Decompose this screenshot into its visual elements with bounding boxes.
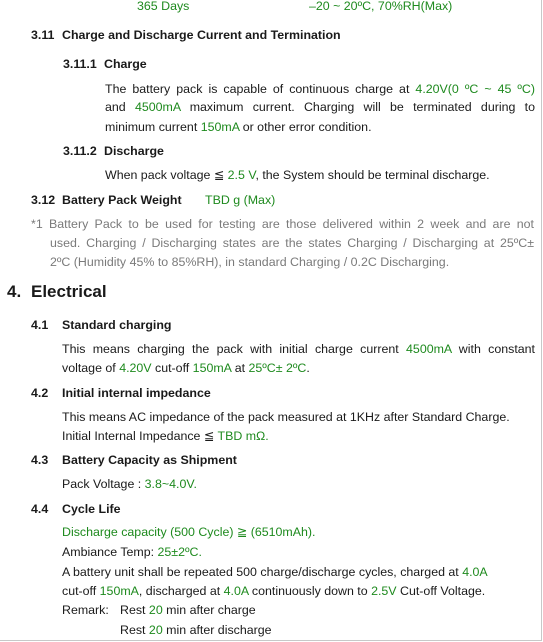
- remark-line-2: Rest 20 min after discharge: [120, 623, 272, 637]
- section-3-11-2-heading: 3.11.2 Discharge: [63, 144, 164, 158]
- ambiance-temp-line: Ambiance Temp: 25±2ºC.: [62, 545, 202, 559]
- cycle-life-line-2: cut-off 150mA, discharged at 4.0A continuously down to 2.5V Cut-off Voltage.: [62, 584, 486, 598]
- discharge-paragraph: When pack voltage ≦ 2.5 V, the System should be terminal discharge.: [105, 168, 490, 182]
- section-4-1-heading: 4.1 Standard charging: [31, 318, 172, 332]
- footnote-line-2: used. Charging / Discharging states are the states Charging / Discharging at 25ºC±: [50, 236, 534, 250]
- cycle-life-line-1: A battery unit shall be repeated 500 charge/discharge cycles, charged at 4.0A: [62, 565, 488, 579]
- section-3-11-1-heading: 3.11.1 Charge: [63, 57, 147, 71]
- section-3-12-heading: 3.12 Battery Pack Weight TBD g (Max): [31, 193, 276, 207]
- standard-charging-line-1: This means charging the pack with initial charge current 4500mA with constant: [62, 342, 535, 356]
- impedance-line-2: Initial Internal Impedance ≦ TBD mΩ.: [62, 429, 269, 443]
- section-4-2-heading: 4.2 Initial internal impedance: [31, 386, 211, 400]
- charge-paragraph-line-2: and 4500mA maximum current. Charging will be terminated during to: [105, 100, 535, 114]
- chapter-4-heading: 4. Electrical: [7, 282, 107, 301]
- storage-condition: –20 ~ 20ºC, 70%RH(Max): [309, 0, 453, 13]
- pack-voltage-line: Pack Voltage : 3.8~4.0V.: [62, 477, 197, 491]
- storage-duration: 365 Days: [137, 0, 190, 13]
- section-4-4-heading: 4.4 Cycle Life: [31, 502, 121, 516]
- section-4-3-heading: 4.3 Battery Capacity as Shipment: [31, 453, 237, 467]
- footnote-line-3: 2ºC (Humidity 45% to 85%RH), in standard Charging / 0.2C Discharging.: [50, 255, 450, 269]
- impedance-line-1: This means AC impedance of the pack measured at 1KHz after Standard Charge.: [62, 410, 510, 424]
- section-3-11-heading: 3.11 Charge and Discharge Current and Termination: [31, 28, 341, 42]
- charge-paragraph-line-1: The battery pack is capable of continuous charge at 4.20V(0 ºC ~ 45 ºC): [105, 82, 535, 96]
- discharge-capacity-line: Discharge capacity (500 Cycle) ≧ (6510mAh).: [62, 525, 316, 539]
- remark-line-1: Remark: Rest 20 min after charge: [62, 603, 256, 617]
- charge-paragraph-line-3: minimum current 150mA or other error condition.: [105, 120, 372, 134]
- footnote-line-1: *1 Battery Pack to be used for testing are those delivered within 2 week and are not: [31, 217, 534, 231]
- standard-charging-line-2: voltage of 4.20V cut-off 150mA at 25ºC± 2ºC.: [62, 361, 310, 375]
